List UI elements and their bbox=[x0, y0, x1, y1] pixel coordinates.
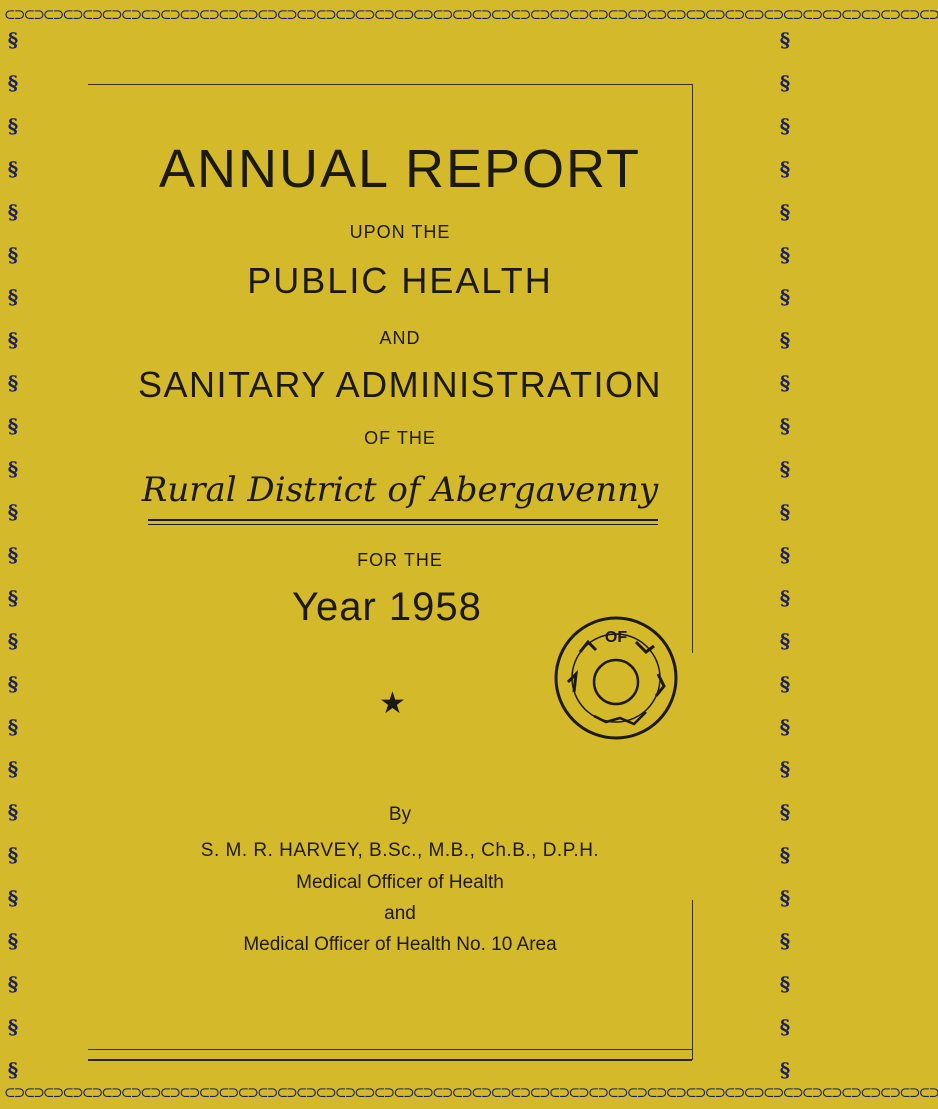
seal-text: OF bbox=[604, 629, 628, 646]
border-right-ornament: § § § § § § § § § § § § § § § § § § § § § § § § § bbox=[779, 28, 791, 1082]
line-of-the: OF THE bbox=[364, 428, 436, 448]
subject-sanitary-administration: SANITARY ADMINISTRATION bbox=[138, 364, 662, 405]
star-icon: ★ bbox=[379, 687, 406, 720]
line-for-the: FOR THE bbox=[357, 550, 443, 570]
border-top-ornament: ⊂⊃⊂⊃⊂⊃⊂⊃⊂⊃⊂⊃⊂⊃⊂⊃⊂⊃⊂⊃⊂⊃⊂⊃⊂⊃⊂⊃⊂⊃⊂⊃⊂⊃⊂⊃⊂⊃⊂⊃⊂⊃⊂⊃⊂⊃⊂⊃⊂⊃⊂⊃⊂⊃⊂⊃⊂⊃⊂⊃⊂⊃⊂⊃⊂⊃⊂⊃⊂⊃⊂⊃⊂⊃⊂⊃⊂⊃⊂⊃⊂⊃⊂⊃⊂⊃⊂⊃⊂⊃⊂⊃⊂⊃⊂⊃ bbox=[4, 7, 938, 23]
border-left-ornament: § § § § § § § § § § § § § § § § § § § § § § § § § bbox=[7, 28, 19, 1082]
report-year: Year 1958 bbox=[292, 585, 482, 629]
district-name: Rural District of Abergavenny bbox=[141, 470, 659, 510]
author-credentials: S. M. R. HARVEY, B.Sc., M.B., Ch.B., D.P.H. bbox=[200, 840, 600, 861]
author-role-primary: Medical Officer of Health bbox=[296, 872, 504, 893]
author-role-secondary: Medical Officer of Health No. 10 Area bbox=[243, 934, 557, 955]
line-and: AND bbox=[379, 328, 421, 348]
by-label: By bbox=[388, 804, 412, 825]
inner-frame-bottom-rule bbox=[88, 1049, 692, 1061]
line-upon-the: UPON THE bbox=[349, 222, 451, 242]
report-title: ANNUAL REPORT bbox=[158, 139, 642, 199]
subject-public-health: PUBLIC HEALTH bbox=[247, 260, 553, 301]
border-bottom-ornament: ⊂⊃⊂⊃⊂⊃⊂⊃⊂⊃⊂⊃⊂⊃⊂⊃⊂⊃⊂⊃⊂⊃⊂⊃⊂⊃⊂⊃⊂⊃⊂⊃⊂⊃⊂⊃⊂⊃⊂⊃⊂⊃⊂⊃⊂⊃⊂⊃⊂⊃⊂⊃⊂⊃⊂⊃⊂⊃⊂⊃⊂⊃⊂⊃⊂⊃⊂⊃⊂⊃⊂⊃⊂⊃⊂⊃⊂⊃⊂⊃⊂⊃⊂⊃⊂⊃⊂⊃⊂⊃⊂⊃⊂⊃⊂⊃ bbox=[4, 1085, 938, 1101]
district-seal-emblem bbox=[550, 612, 682, 744]
district-underline-thin bbox=[148, 524, 658, 525]
role-conjunction: and bbox=[384, 903, 416, 924]
district-underline-thick bbox=[148, 519, 658, 521]
